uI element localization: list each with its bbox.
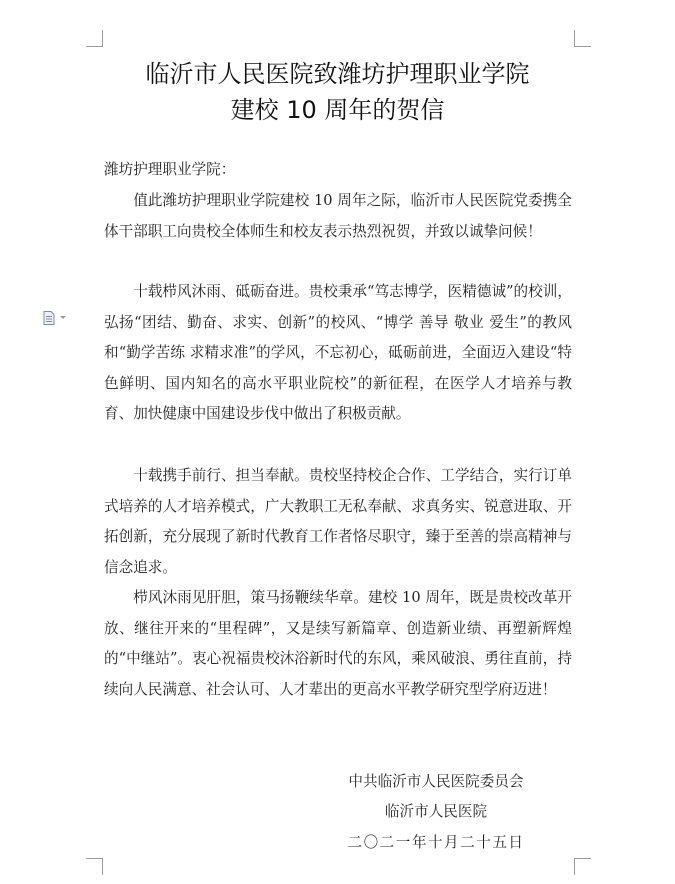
paragraph-3: 十载携手前行、担当奉献。贵校坚持校企合作、工学结合，实行订单式培养的人才培养模式，广大教职工无私奉献、求真务实、锐意进取、开拓创新，充分展现了新时代教育工作者恪尽职守，臻于至善的崇高精神与信念追求。 [104, 467, 572, 576]
page-corner-mark-top-left [86, 30, 103, 47]
chevron-down-icon[interactable] [60, 316, 66, 319]
document-icon[interactable] [43, 311, 55, 325]
signature-org-2: 临沂市人民医院 [384, 803, 488, 820]
signature-date: 二〇二一年十月二十五日 [347, 834, 525, 851]
signature-org-1: 中共临沂市人民医院委员会 [348, 773, 524, 790]
title-line-2: 建校 10 周年的贺信 [230, 96, 445, 124]
paragraph-4: 栉风沐雨见肝胆，策马扬鞭续华章。建校 10 周年，既是贵校改革开放、继往开来的“里程碑”，又是续写新篇章、创造新业绩、再塑新辉煌的“中继站”。衷心祝福贵校沐浴新时代的东风，乘风破浪、勇往直前，持续向人民满意、社会认可、人才辈出的更高水平教学研究型学府迈进！ [104, 589, 572, 698]
title-line-1: 临沂市人民医院致潍坊护理职业学院 [145, 60, 530, 88]
paragraph-1: 值此潍坊护理职业学院建校 10 周年之际，临沂市人民医院党委携全体干部职工向贵校全体师生和校友表示热烈祝贺，并致以诚挚问候！ [104, 192, 572, 240]
salutation: 潍坊护理职业学院： [104, 161, 236, 178]
page-corner-mark-top-right [574, 30, 591, 47]
paragraph-2: 十载栉风沐雨、砥砺奋进。贵校秉承“笃志博学，医精德诚”的校训，弘扬“团结、勤奋、求实、创新”的校风、“博学 善导 敬业 爱生”的教风和“勤学苦练 求精求准”的学风，不忘初心，砥砺前进，全面迈入建设“特色鲜明、国内知名的高水平职业院校”的新征程，在医学人才培养与教育、加快健康中国建设步伐中做出了积极贡献。 [104, 283, 572, 422]
page-corner-mark-bottom-left [86, 858, 103, 875]
page-corner-mark-bottom-right [574, 858, 591, 875]
